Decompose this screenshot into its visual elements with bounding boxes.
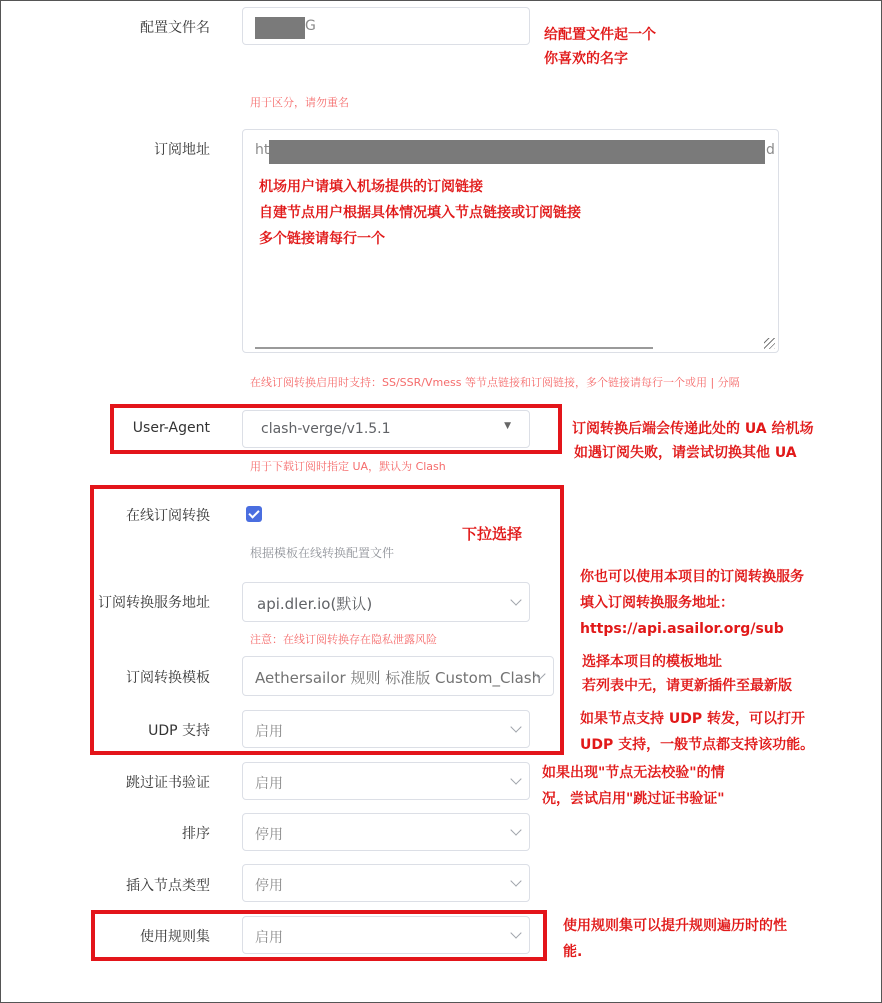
- name-annotation-line-1: 给配置文件起一个: [544, 27, 656, 43]
- url-annotation-line-3: 多个链接请每行一个: [259, 231, 385, 247]
- ua-annotation: [572, 417, 814, 465]
- rule-set-select[interactable]: [242, 916, 530, 954]
- profile-name-label: 配置文件名: [140, 20, 210, 36]
- ruleset-annotation: [563, 913, 787, 965]
- node-type-value: 停用: [255, 878, 283, 894]
- chevron-down-icon: [510, 721, 521, 732]
- cert-annotation-line-1: 如果出现"节点无法校验"的情: [542, 765, 725, 781]
- sort-value: 停用: [255, 827, 283, 843]
- udp-label: UDP 支持: [148, 723, 210, 739]
- skip-cert-label: 跳过证书验证: [126, 775, 210, 791]
- user-agent-label: User-Agent: [132, 420, 210, 436]
- convert-server-select[interactable]: [242, 582, 530, 622]
- convert-template-label: 订阅转换模板: [126, 670, 210, 686]
- cert-annotation-line-2: 况，尝试启用"跳过证书验证": [542, 791, 725, 807]
- convert-template-value: Aethersailor 规则 标准版 Custom_Clash: [255, 669, 542, 687]
- caret-down-icon: ▼: [504, 421, 511, 431]
- ruleset-annotation-line-1: 使用规则集可以提升规则遍历时的性: [563, 918, 787, 934]
- resize-handle-icon[interactable]: [764, 338, 775, 349]
- subscription-url-hint: 在线订阅转换启用时支持：SS/SSR/Vmess 等节点链接和订阅链接，多个链接请每行一个或用 | 分隔: [250, 376, 740, 389]
- rule-set-value: 启用: [255, 930, 283, 946]
- profile-name-input[interactable]: [242, 7, 530, 45]
- udp-annotation-line-2: UDP 支持，一般节点都支持该功能。: [580, 737, 815, 753]
- profile-name-value: G: [305, 18, 316, 34]
- redacted-strip: [255, 347, 653, 349]
- convert-server-value: api.dler.io(默认): [257, 595, 373, 613]
- chevron-down-icon: [510, 875, 521, 886]
- ua-annotation-line-2: 如遇订阅失败，请尝试切换其他 UA: [574, 445, 797, 461]
- cert-annotation: [542, 760, 725, 812]
- template-annotation-line-2: 若列表中无，请更新插件至最新版: [582, 678, 792, 694]
- udp-value: 启用: [255, 724, 283, 740]
- ua-annotation-line-1: 订阅转换后端会传递此处的 UA 给机场: [572, 421, 814, 437]
- udp-annotation-line-1: 如果节点支持 UDP 转发，可以打开: [580, 711, 805, 727]
- server-annotation-line-2: 填入订阅转换服务地址：: [580, 595, 734, 611]
- server-annotation-line-3: https://api.asailor.org/sub: [580, 621, 784, 637]
- convert-template-select[interactable]: [242, 656, 554, 696]
- dropdown-annotation: 下拉选择: [462, 525, 523, 543]
- skip-cert-select[interactable]: [242, 762, 530, 800]
- node-type-select[interactable]: [242, 864, 530, 902]
- chevron-down-icon: [510, 927, 521, 938]
- subscription-url-prefix: ht: [255, 142, 270, 158]
- convert-server-hint: 注意：在线订阅转换存在隐私泄露风险: [250, 633, 437, 646]
- name-annotation-line-2: 你喜欢的名字: [544, 51, 628, 67]
- convert-server-label: 订阅转换服务地址: [98, 595, 210, 611]
- online-convert-hint: 根据模板在线转换配置文件: [250, 546, 395, 560]
- server-annotation: [580, 564, 804, 642]
- chevron-down-icon: [510, 824, 521, 835]
- node-type-label: 插入节点类型: [126, 878, 210, 894]
- rule-set-label: 使用规则集: [140, 929, 210, 945]
- redacted-block: [255, 17, 305, 39]
- check-icon: [248, 507, 259, 518]
- url-annotation: [259, 174, 581, 252]
- user-agent-value: clash-verge/v1.5.1: [261, 421, 391, 437]
- chevron-down-icon: [510, 594, 521, 605]
- server-annotation-line-1: 你也可以使用本项目的订阅转换服务: [580, 569, 804, 585]
- subscription-url-textarea[interactable]: [242, 129, 779, 353]
- udp-annotation: [580, 706, 814, 758]
- redacted-block: [269, 140, 765, 164]
- subscription-url-label: 订阅地址: [154, 142, 210, 158]
- sort-label: 排序: [182, 826, 210, 842]
- online-convert-checkbox[interactable]: [246, 506, 262, 522]
- subscription-url-suffix: d: [766, 142, 775, 158]
- user-agent-hint: 用于下载订阅时指定 UA，默认为 Clash: [250, 460, 446, 473]
- chevron-down-icon: [510, 773, 521, 784]
- template-annotation-line-1: 选择本项目的模板地址: [582, 654, 722, 670]
- profile-name-hint: 用于区分，请勿重名: [250, 96, 349, 109]
- user-agent-select[interactable]: [242, 410, 530, 448]
- url-annotation-line-2: 自建节点用户根据具体情况填入节点链接或订阅链接: [259, 205, 581, 221]
- ruleset-annotation-line-2: 能.: [563, 944, 583, 960]
- url-annotation-line-1: 机场用户请填入机场提供的订阅链接: [259, 179, 483, 195]
- online-convert-label: 在线订阅转换: [126, 508, 210, 524]
- udp-select[interactable]: [242, 710, 530, 748]
- name-annotation: [544, 23, 656, 71]
- sort-select[interactable]: [242, 813, 530, 851]
- skip-cert-value: 启用: [255, 776, 283, 792]
- template-annotation: [582, 650, 792, 698]
